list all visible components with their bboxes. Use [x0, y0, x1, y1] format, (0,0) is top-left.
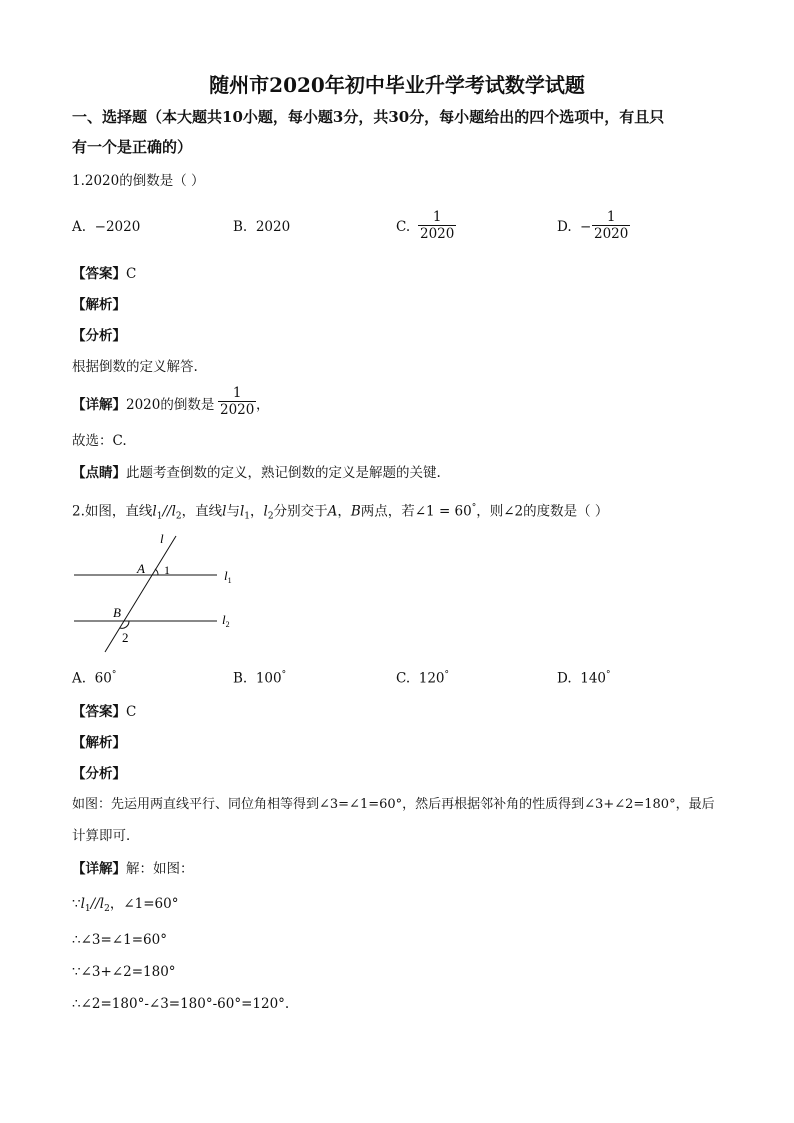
q1-fenxi-tag: 【分析】	[72, 328, 126, 344]
q2-step4: ∴∠2=180°-∠3=180°-60°=120°.	[72, 996, 290, 1012]
q2-option-a-value: 60	[94, 670, 112, 687]
q2-answer-tag: 【答案】	[72, 704, 126, 720]
q2-option-b	[233, 666, 286, 688]
q1-option-d-sign: −	[580, 219, 592, 235]
q2-answer-value: C	[126, 704, 137, 720]
q2-stem-l2b: l	[263, 503, 268, 520]
q2-stem-part3: 与	[226, 503, 240, 520]
q1-answer	[72, 265, 136, 283]
q1-option-d-numerator: 1	[606, 209, 616, 225]
q1-option-b-label: B.	[233, 219, 248, 235]
q2-stem-part4: ，	[250, 503, 264, 520]
q1-dianjing	[72, 464, 441, 482]
q1-option-c-label: C.	[396, 219, 411, 235]
q1-option-a	[72, 218, 140, 236]
q2-step2: ∴∠3=∠1=60°	[72, 932, 167, 948]
q2-option-c-value: 120	[418, 670, 445, 687]
q2-option-a	[72, 666, 116, 688]
q2-step1	[72, 895, 178, 918]
q1-detail-denominator: 2020	[220, 402, 255, 418]
q2-step1-l1: l	[80, 896, 85, 912]
q1-option-d-label: D.	[557, 219, 572, 235]
q2-option-d	[557, 666, 611, 688]
q1-option-d-fraction	[592, 209, 630, 242]
q2-step1-l2-sub: 2	[104, 904, 110, 914]
section-heading-line1: 一、选择题（本大题共10小题，每小题3分，共30分，每小题给出的四个选项中，有且只	[72, 108, 665, 126]
q2-stem-l1-sub: 1	[156, 511, 163, 522]
q1-option-a-label: A.	[72, 219, 87, 235]
q2-figure-label-l2: $l_2$	[222, 612, 230, 629]
page-title: 随州市2020年初中毕业升学考试数学试题	[209, 73, 585, 97]
q2-option-c	[396, 666, 449, 688]
q2-answer	[72, 703, 136, 721]
q2-stem-part1: 2.如图，直线	[72, 503, 153, 520]
q1-dianjing-text: 此题考查倒数的定义，熟记倒数的定义是解题的关键.	[126, 465, 441, 481]
q2-stem-l1b: l	[239, 503, 245, 520]
q1-detail-tag: 【详解】	[72, 397, 126, 413]
q2-step1-post: ，∠1=60°	[109, 896, 179, 912]
q2-fenxi-tag: 【分析】	[72, 766, 126, 782]
q2-stem-l2: l	[171, 503, 176, 520]
q2-option-b-degree: °	[281, 670, 287, 680]
q2-figure-label-b: B	[113, 605, 121, 620]
q1-detail-numerator: 1	[232, 385, 242, 401]
q2-option-c-label: C.	[396, 670, 411, 687]
q1-dianjing-tag: 【点睛】	[72, 465, 126, 481]
section-heading-line2: 有一个是正确的）	[72, 138, 193, 156]
q1-answer-tag: 【答案】	[72, 266, 126, 282]
q1-detail-fraction	[218, 385, 256, 418]
q2-step1-parallel: //	[90, 896, 100, 912]
q1-option-c-numerator: 1	[432, 209, 442, 225]
q1-option-c-denominator: 2020	[420, 226, 455, 242]
q2-option-b-label: B.	[233, 670, 248, 687]
q2-figure-label-2: 2	[122, 630, 129, 645]
q2-stem-l2b-sub: 2	[267, 511, 274, 522]
q2-stem-point-b: B	[350, 503, 361, 520]
q1-jiexi-tag: 【解析】	[72, 297, 126, 313]
q2-stem-part6: ，	[337, 503, 351, 520]
q2-option-d-value: 140	[580, 670, 607, 687]
q2-stem-l2-sub: 2	[175, 511, 182, 522]
q2-stem-parallel: //	[162, 503, 172, 520]
q2-detail-tag: 【详解】	[72, 861, 126, 877]
q2-stem-degree: °	[471, 503, 477, 513]
q2-option-d-label: D.	[557, 670, 572, 687]
q1-detail-pre: 2020的倒数是	[126, 397, 215, 413]
q2-step1-l2: l	[99, 896, 105, 912]
q2-figure	[60, 528, 260, 658]
q2-figure-label-a: A	[137, 561, 145, 576]
q2-step1-l1-sub: 1	[84, 904, 91, 914]
q2-stem-part7: 两点，若∠1 = 60	[360, 503, 472, 520]
q2-fenxi-line2: 计算即可．	[72, 828, 140, 844]
q2-stem	[72, 499, 608, 526]
q2-step3: ∵∠3+∠2=180°	[72, 964, 176, 980]
q1-stem: 1.2020的倒数是（ ）	[72, 173, 205, 189]
q1-option-c-fraction	[418, 209, 456, 242]
q2-detail	[72, 860, 194, 878]
q2-figure-label-l1: $l_1$	[224, 568, 232, 585]
q2-jiexi-tag: 【解析】	[72, 735, 126, 751]
q1-detail	[72, 396, 214, 414]
q2-figure-label-1: 1	[164, 563, 170, 577]
q2-stem-part5: 分别交于	[273, 503, 328, 520]
q2-figure-label-l: l	[160, 531, 164, 546]
q2-option-d-degree: °	[606, 670, 611, 680]
q1-option-d-denominator: 2020	[594, 226, 629, 242]
q1-option-b	[233, 218, 290, 236]
q2-stem-point-a: A	[327, 503, 338, 520]
q2-stem-l1: l	[152, 503, 157, 520]
q2-step1-because: ∵	[72, 896, 81, 912]
q2-stem-l: l	[222, 503, 227, 520]
q2-stem-part8: ，则∠2的度数是（ ）	[476, 503, 609, 520]
q2-figure-line-l	[105, 536, 176, 652]
q2-option-a-degree: °	[111, 670, 117, 680]
q2-figure-angle-1-arc	[155, 569, 158, 575]
q2-fenxi-line1: 如图：先运用两直线平行、同位角相等得到∠3=∠1=60°，然后再根据邻补角的性质得到∠3+∠2=180°，最后	[72, 797, 715, 812]
q2-option-b-value: 100	[255, 670, 282, 687]
q2-stem-l1b-sub: 1	[244, 511, 251, 522]
q1-option-b-value: 2020	[255, 219, 291, 235]
q2-option-a-label: A.	[72, 670, 87, 687]
q1-option-a-value: −2020	[94, 219, 141, 235]
q2-detail-text: 解：如图：	[126, 861, 194, 877]
q1-detail-post: ，	[256, 397, 270, 413]
q1-answer-value: C	[126, 266, 137, 282]
q1-choose: 故选：C.	[72, 433, 127, 449]
q2-option-c-degree: °	[444, 670, 450, 680]
q1-fenxi-text: 根据倒数的定义解答.	[72, 359, 198, 375]
q2-stem-part2: ，直线	[181, 503, 223, 520]
